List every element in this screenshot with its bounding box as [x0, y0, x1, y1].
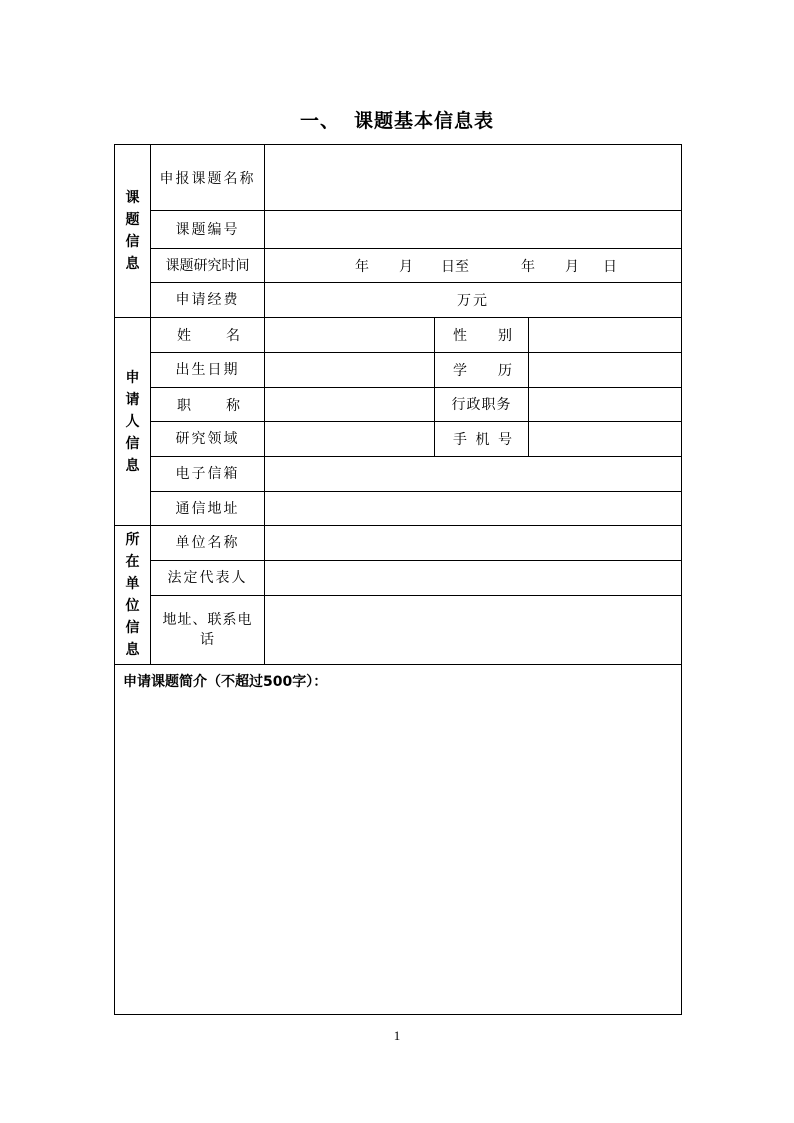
section-char: 单: [125, 576, 140, 592]
section-char: 题: [125, 212, 140, 228]
contact-label-line-2: 话: [200, 632, 215, 648]
applicant-gender-field[interactable]: [529, 318, 682, 353]
admin-position-label: 行政职务: [435, 388, 529, 422]
applicant-name-label: [151, 318, 265, 353]
funding-label: 申请经费: [151, 283, 265, 318]
legal-rep-label: 法定代表人: [151, 561, 265, 596]
row-legal-rep: [115, 561, 682, 596]
project-code-label: 课题编号: [151, 211, 265, 249]
label-char: 职: [177, 397, 191, 414]
section-char: 申: [125, 369, 140, 386]
period-end-month: 月: [565, 258, 579, 275]
row-applicant-address: [115, 492, 682, 526]
mobile-field[interactable]: [529, 422, 682, 457]
label-char: 号: [498, 432, 512, 448]
section-unit-label: [115, 526, 151, 665]
period-start-year: 年: [355, 258, 369, 275]
section-char: 所: [125, 532, 140, 548]
period-end-year: 年: [521, 258, 535, 275]
section-char: 位: [125, 598, 140, 614]
professional-title-label: [151, 388, 265, 422]
professional-title-field[interactable]: [265, 388, 435, 422]
applicant-name-field[interactable]: [265, 318, 435, 353]
unit-contact-label: [151, 596, 265, 665]
section-char: 信: [125, 620, 140, 636]
row-summary: [115, 665, 682, 1015]
label-char: 姓: [177, 328, 191, 344]
row-project-name: [115, 145, 682, 211]
section-char: 课: [125, 190, 140, 206]
research-field-field[interactable]: [265, 422, 435, 457]
project-name-field[interactable]: [265, 145, 682, 211]
title-text: 课题基本信息表: [354, 110, 495, 132]
project-code-field[interactable]: [265, 211, 682, 249]
unit-contact-field[interactable]: [265, 596, 682, 665]
unit-name-field[interactable]: [265, 526, 682, 561]
row-applicant-name: [115, 318, 682, 353]
row-project-code: [115, 211, 682, 249]
period-start-day: 日至: [441, 258, 469, 275]
research-field-label: 研究领域: [151, 422, 265, 457]
label-char: 学: [453, 363, 467, 379]
education-label: [435, 353, 529, 388]
email-label: 电子信箱: [151, 457, 265, 492]
section-char: 息: [125, 642, 140, 658]
legal-rep-field[interactable]: [265, 561, 682, 596]
mailing-address-label: 通信地址: [151, 492, 265, 526]
applicant-gender-label: [435, 318, 529, 353]
contact-label-line-1: 地址、联系电: [162, 612, 253, 628]
row-unit-name: [115, 526, 682, 561]
project-info-table: [114, 144, 682, 1015]
page-number: 1: [393, 1028, 401, 1043]
section-project-label: [115, 145, 151, 318]
admin-position-field[interactable]: [529, 388, 682, 422]
project-period-field[interactable]: [265, 249, 682, 283]
section-applicant-label: [115, 318, 151, 526]
unit-name-label: 单位名称: [151, 526, 265, 561]
section-char: 人: [125, 413, 140, 430]
project-period-label: 课题研究时间: [151, 249, 265, 283]
summary-label: 申请课题简介（不超过500字）：: [123, 674, 328, 690]
title-number: 一、: [299, 110, 340, 132]
birth-date-field[interactable]: [265, 353, 435, 388]
label-char: 称: [226, 397, 240, 414]
row-applicant-field: [115, 422, 682, 457]
period-start-month: 月: [399, 258, 413, 275]
row-project-funding: [115, 283, 682, 318]
label-char: 机: [475, 432, 490, 448]
section-char: 信: [125, 234, 140, 250]
row-applicant-title: [115, 388, 682, 422]
email-field[interactable]: [265, 457, 682, 492]
row-applicant-birth: [115, 353, 682, 388]
section-char: 信: [125, 435, 140, 452]
section-char: 请: [125, 391, 140, 408]
section-char: 在: [125, 554, 140, 570]
education-field[interactable]: [529, 353, 682, 388]
label-char: 性: [453, 328, 467, 344]
birth-date-label: 出生日期: [151, 353, 265, 388]
period-end-day: 日: [603, 258, 617, 275]
section-char: 息: [125, 457, 140, 474]
row-applicant-email: [115, 457, 682, 492]
project-name-label: 申报课题名称: [151, 145, 265, 211]
funding-field[interactable]: 万元: [265, 283, 682, 318]
label-char: 手: [453, 432, 467, 448]
label-char: 历: [498, 363, 512, 379]
label-char: 别: [498, 328, 512, 344]
row-project-period: [115, 249, 682, 283]
label-char: 名: [226, 328, 240, 344]
page-title: [0, 106, 794, 133]
section-char: 息: [125, 256, 140, 272]
mobile-label: [435, 422, 529, 457]
mailing-address-field[interactable]: [265, 492, 682, 526]
summary-field[interactable]: [115, 665, 682, 1015]
row-unit-contact: [115, 596, 682, 665]
